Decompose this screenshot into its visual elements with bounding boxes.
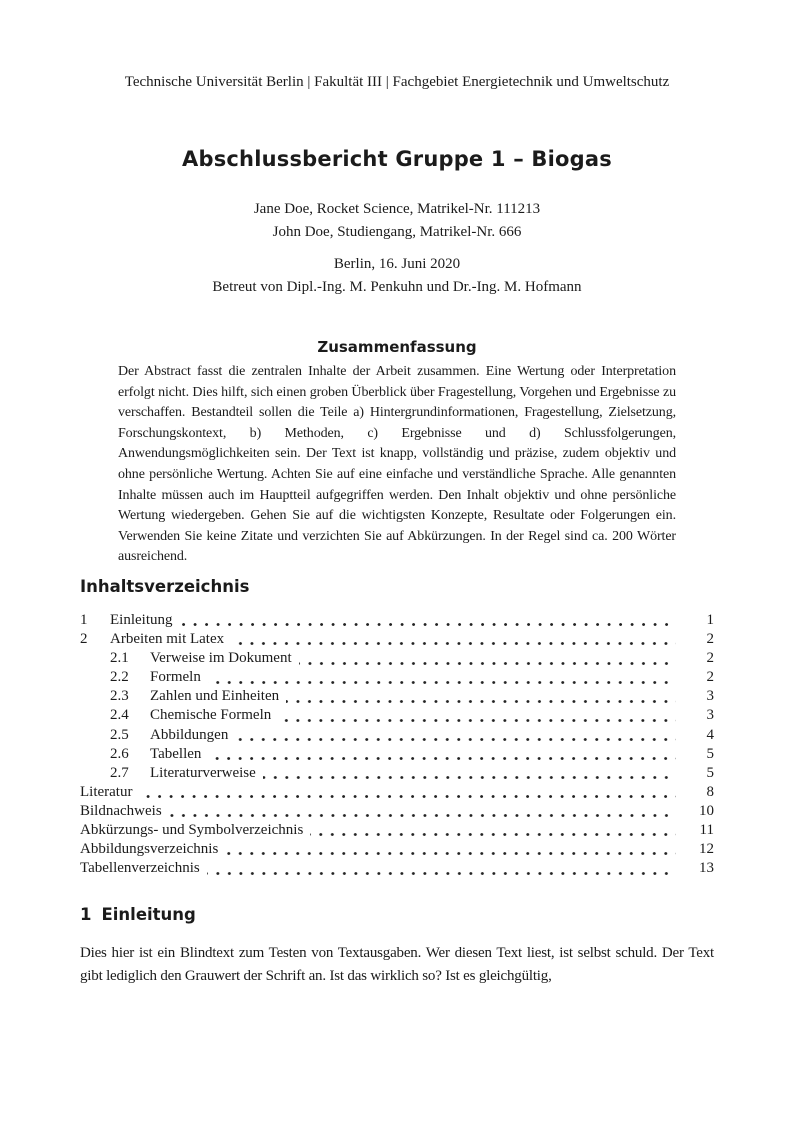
toc-number: 2.3	[110, 688, 129, 705]
toc-label: Tabellenverzeichnis	[80, 860, 200, 877]
toc-entry[interactable]	[80, 706, 714, 725]
author-line-2: John Doe, Studiengang, Matrikel-Nr. 666	[272, 224, 522, 240]
toc-number: 2.2	[110, 669, 129, 686]
toc-page-number: 1	[706, 611, 714, 628]
toc-dot-leader	[208, 745, 676, 764]
body-paragraph: Dies hier ist ein Blindtext zum Testen von Textausgaben. Wer diesen Text liest, ist selbst schuld. Der Text gibt lediglich den Grauwert der Schrift an. Ist das wirklich so? Ist es gleichgültig,	[80, 945, 714, 984]
toc-dot-leader	[207, 859, 676, 878]
toc-dot-leader	[180, 611, 677, 630]
toc-page-number: 4	[706, 726, 714, 743]
toc-label: Abbildungsverzeichnis	[80, 841, 219, 858]
place-date-line: Berlin, 16. Juni 2020	[333, 256, 461, 272]
toc-entry[interactable]	[80, 821, 714, 840]
section-number: 1	[80, 905, 92, 925]
toc-entry[interactable]	[80, 745, 714, 764]
toc-dot-leader	[286, 687, 676, 706]
toc-number: 2.7	[110, 764, 129, 781]
toc-number: 2.6	[110, 745, 129, 762]
author-block	[80, 198, 714, 244]
toc-dot-leader	[310, 821, 676, 840]
toc-label: Abkürzungs- und Symbolverzeichnis	[80, 821, 304, 838]
abstract-heading: Zusammenfassung	[317, 338, 477, 356]
toc-dot-leader	[208, 668, 676, 687]
toc-page-number: 13	[699, 860, 714, 877]
toc-page-number: 5	[706, 745, 714, 762]
toc-label: Tabellen	[150, 745, 202, 762]
date-block	[80, 253, 714, 299]
toc-label: Zahlen und Einheiten	[150, 688, 280, 705]
section-heading	[80, 904, 714, 926]
report-title: Abschlussbericht Gruppe 1 – Biogas	[182, 147, 612, 171]
toc-page-number: 8	[706, 783, 714, 800]
toc-label: Arbeiten mit Latex	[110, 631, 225, 648]
toc-number: 2.1	[110, 650, 129, 667]
toc-entry[interactable]	[80, 649, 714, 668]
affiliation-line: Technische Universität Berlin | Fakultät III | Fachgebiet Energietechnik und Umweltschutz	[124, 74, 670, 90]
toc-number: 2.5	[110, 726, 129, 743]
toc-label: Literatur	[80, 783, 133, 800]
toc-entry[interactable]	[80, 840, 714, 859]
toc-number: 1	[80, 611, 88, 628]
toc-dot-leader	[139, 783, 676, 802]
toc-page-number: 3	[706, 707, 714, 724]
toc-heading: Inhaltsverzeichnis	[80, 576, 250, 596]
toc-page-number: 5	[706, 764, 714, 781]
toc-entry[interactable]	[80, 802, 714, 821]
toc-label: Verweise im Dokument	[150, 650, 292, 667]
toc-label: Bildnachweis	[80, 802, 162, 819]
toc-number: 2	[80, 631, 88, 648]
toc-dot-leader	[278, 706, 676, 725]
abstract-text: Der Abstract fasst die zentralen Inhalte der Arbeit zusammen. Eine Wertung oder Interpretation erfolgt nicht. Dies hilft, sich einen groben Überblick über Fragestellung, Vorgehen und Ergebnisse zu verschaffen. Bestandteil sollen die Teile a) Hintergrundinformationen, Fragestellung, Zielsetzung, Forschungskontext, b) Methoden, c) Ergebnisse und d) Schlussfolgerungen, Anwendungsmöglichkeiten sein. Der Text ist knapp, vollständig und präzise, zudem objektiv und ohne persönliche Wertung. Achten Sie auf eine einfache und verständliche Sprache. Alle genannten Inhalte müssen auch im Hauptteil aufgegriffen werden. Den Inhalt objektiv und ohne persönliche Wertung wiedergeben. Gehen Sie auf die wichtigsten Konzepte, Resultate oder Folgerungen ein. Verwenden Sie keine Zitate und verzichten Sie auf Abkürzungen. In der Regel sind ca. 200 Wörter ausreichend.	[118, 364, 676, 565]
toc-page-number: 3	[706, 688, 714, 705]
toc-dot-leader	[231, 630, 676, 649]
toc-label: Abbildungen	[150, 726, 229, 743]
toc-entry[interactable]	[80, 764, 714, 783]
toc-page-number: 2	[706, 669, 714, 686]
toc-entry[interactable]	[80, 783, 714, 802]
toc-page-number: 10	[699, 802, 714, 819]
toc-dot-leader	[235, 726, 676, 745]
toc-entry[interactable]	[80, 668, 714, 687]
toc-dot-leader	[299, 649, 676, 668]
toc-dot-leader	[169, 802, 676, 821]
toc-number: 2.4	[110, 707, 129, 724]
toc-page-number: 2	[706, 631, 714, 648]
toc-dot-leader	[225, 840, 676, 859]
toc-entry[interactable]	[80, 726, 714, 745]
toc-entry[interactable]	[80, 859, 714, 878]
toc-label: Formeln	[150, 669, 201, 686]
author-line-1: Jane Doe, Rocket Science, Matrikel-Nr. 111213	[253, 201, 541, 217]
toc-page-number: 2	[706, 650, 714, 667]
toc-list	[80, 611, 714, 878]
toc-label: Literaturverweise	[150, 764, 256, 781]
toc-dot-leader	[263, 764, 676, 783]
toc-label: Einleitung	[110, 611, 173, 628]
toc-entry[interactable]	[80, 687, 714, 706]
section-title: Einleitung	[101, 905, 196, 925]
toc-entry[interactable]	[80, 630, 714, 649]
toc-page-number: 11	[699, 821, 714, 838]
toc-label: Chemische Formeln	[150, 707, 272, 724]
toc-entry[interactable]	[80, 611, 714, 630]
supervision-line: Betreut von Dipl.-Ing. M. Penkuhn und Dr.-Ing. M. Hofmann	[212, 279, 582, 295]
toc-page-number: 12	[699, 841, 714, 858]
